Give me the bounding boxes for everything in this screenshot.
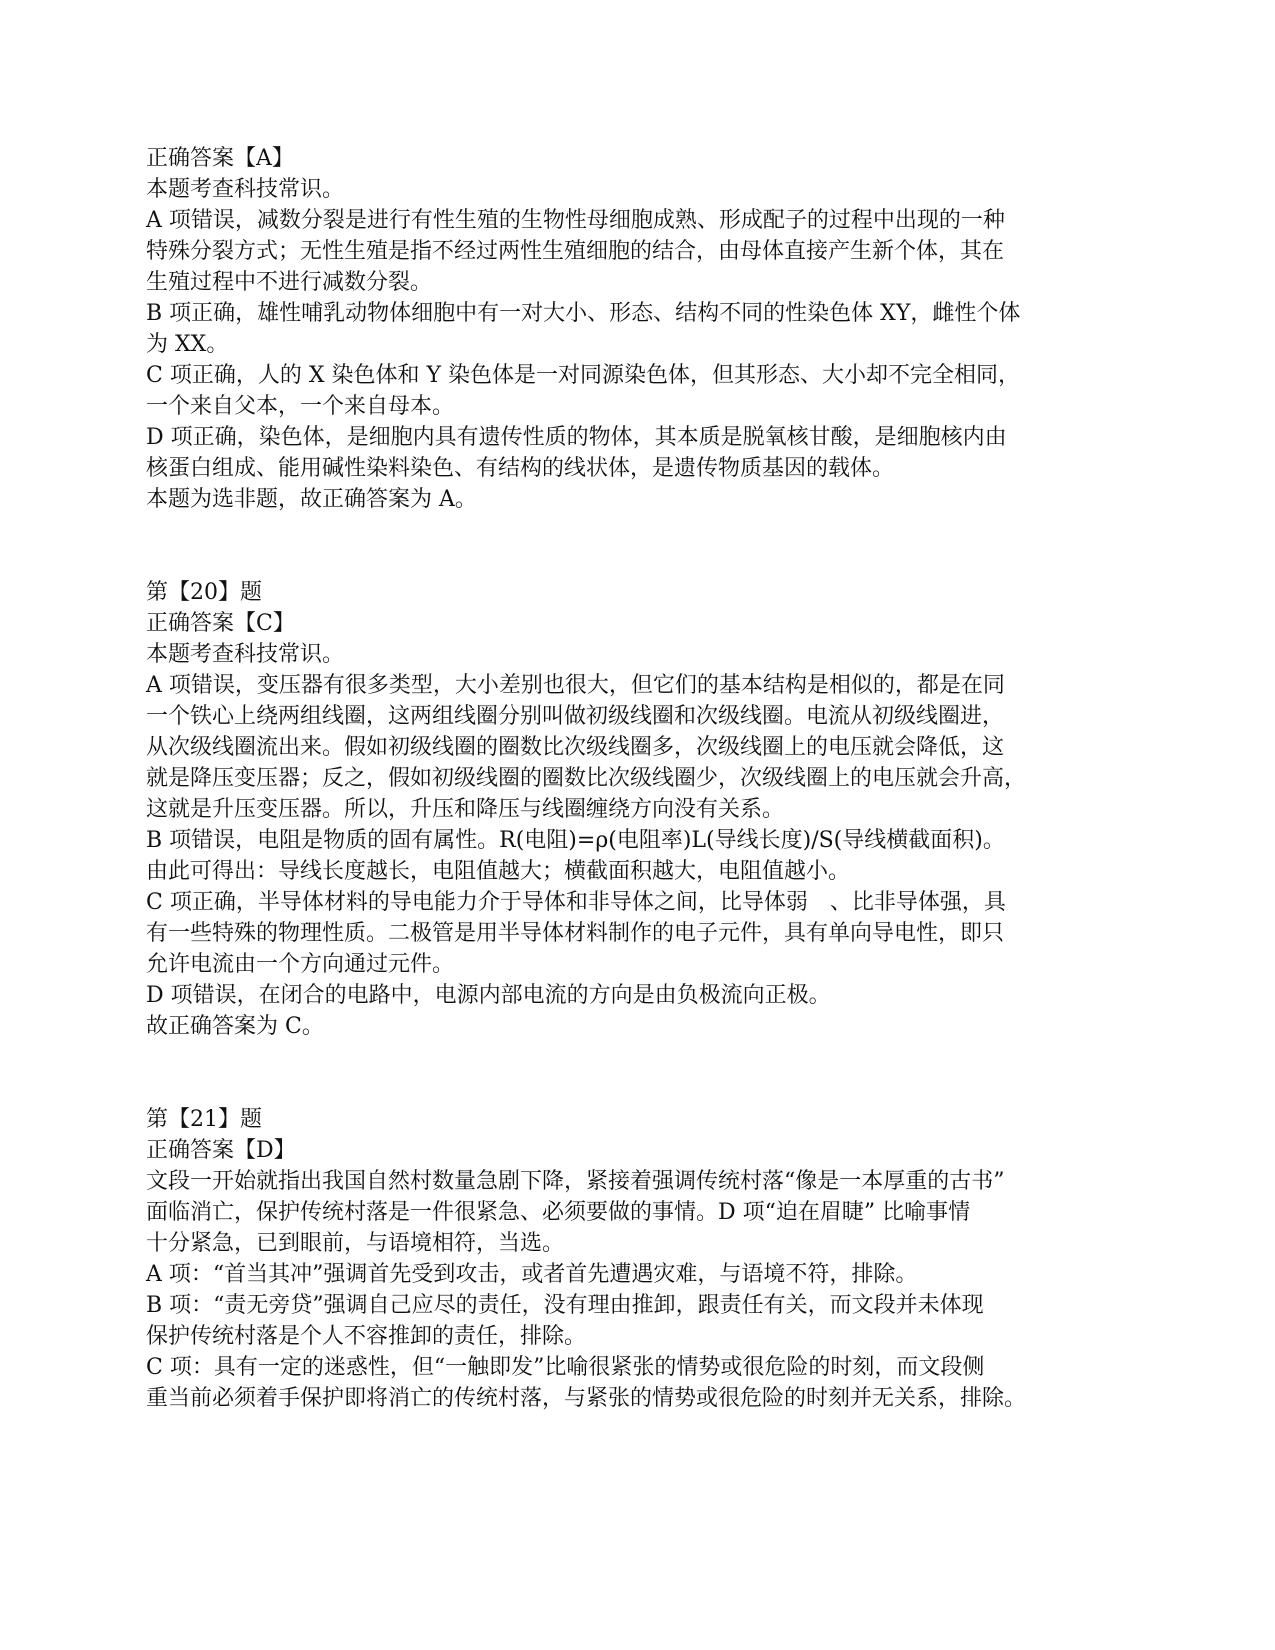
text-line: 为 XX。	[146, 332, 229, 357]
text-line: 面临消亡，保护传统村落是一件很紧急、必须要做的事情。D 项“迫在眉睫” 比喻事情	[146, 1200, 971, 1225]
text-line: 一个铁心上绕两组线圈，这两组线圈分别叫做初级线圈和次级线圈。电流从初级线圈进，	[146, 704, 1005, 729]
text-line: B 项正确，雄性哺乳动物体细胞中有一对大小、形态、结构不同的性染色体 XY，雌性个体	[146, 301, 1021, 326]
text-line: 就是降压变压器；反之，假如初级线圈的圈数比次级线圈少，次级线圈上的电压就会升高，	[146, 766, 1027, 791]
text-line: 文段一开始就指出我国自然村数量急剧下降，紧接着强调传统村落“像是一本厚重的古书”	[146, 1169, 1005, 1194]
text-line: C 项正确，半导体材料的导电能力介于导体和非导体之间，比导体弱 、比非导体强，具	[146, 890, 1006, 915]
text-line: 从次级线圈流出来。假如初级线圈的圈数比次级线圈多，次级线圈上的电压就会降低，这	[146, 735, 1005, 760]
text-line: D 项正确，染色体，是细胞内具有遗传性质的物体，其本质是脱氧核甘酸，是细胞核内由	[146, 425, 1007, 450]
text-line: 第【20】题	[146, 580, 262, 605]
text-line: A 项：“首当其冲”强调首先受到攻击，或者首先遭遇灾难，与语境不符，排除。	[146, 1262, 918, 1287]
text-line: 正确答案【C】	[146, 611, 295, 636]
text-line: A 项错误，减数分裂是进行有性生殖的生物性母细胞成熟、形成配子的过程中出现的一种	[146, 208, 1005, 233]
text-line: 特殊分裂方式；无性生殖是指不经过两性生殖细胞的结合，由母体直接产生新个体，其在	[146, 239, 1005, 264]
text-line: 这就是升压变压器。所以，升压和降压与线圈缠绕方向没有关系。	[146, 797, 785, 822]
text-line: C 项正确，人的 X 染色体和 Y 染色体是一对同源染色体，但其形态、大小却不完全相同，	[146, 363, 1020, 388]
text-line: D 项错误，在闭合的电路中，电源内部电流的方向是由负极流向正极。	[146, 983, 831, 1008]
text-line: 有一些特殊的物理性质。二极管是用半导体材料制作的电子元件，具有单向导电性，即只	[146, 921, 1005, 946]
text-line: 本题为选非题，故正确答案为 A。	[146, 487, 477, 512]
text-line: 本题考查科技常识。	[146, 642, 345, 667]
text-line: 第【21】题	[146, 1107, 262, 1132]
text-line: 生殖过程中不进行减数分裂。	[146, 270, 433, 295]
text-line: 核蛋白组成、能用碱性染料染色、有结构的线状体，是遗传物质基因的载体。	[146, 456, 895, 481]
text-line: A 项错误，变压器有很多类型，大小差别也很大，但它们的基本结构是相似的，都是在同	[146, 673, 1005, 698]
text-line: 一个来自父本，一个来自母本。	[146, 394, 455, 419]
document-page	[146, 143, 1136, 1414]
text-line: B 项：“责无旁贷”强调自己应尽的责任，没有理由推卸，跟责任有关，而文段并未体现	[146, 1293, 984, 1318]
answer-section	[146, 577, 1136, 1042]
text-line: B 项错误，电阻是物质的固有属性。R(电阻)=ρ(电阻率)L(导线长度)/S(导线横截面积)。	[146, 828, 1005, 853]
text-line: 十分紧急，已到眼前，与语境相符，当选。	[146, 1231, 565, 1256]
text-line: 正确答案【A】	[146, 146, 294, 171]
text-line: 允许电流由一个方向通过元件。	[146, 952, 455, 977]
answer-section	[146, 1104, 1136, 1414]
text-line: 本题考查科技常识。	[146, 177, 345, 202]
text-line: 正确答案【D】	[146, 1138, 296, 1163]
answer-section	[146, 143, 1136, 515]
text-line: C 项：具有一定的迷惑性，但“一触即发”比喻很紧张的情势或很危险的时刻，而文段侧	[146, 1355, 985, 1380]
text-line: 保护传统村落是个人不容推卸的责任，排除。	[146, 1324, 587, 1349]
text-line: 重当前必须着手保护即将消亡的传统村落，与紧张的情势或很危险的时刻并无关系，排除。	[146, 1386, 1027, 1411]
text-line: 故正确答案为 C。	[146, 1014, 324, 1039]
text-line: 由此可得出：导线长度越长，电阻值越大；横截面积越大，电阻值越小。	[146, 859, 851, 884]
